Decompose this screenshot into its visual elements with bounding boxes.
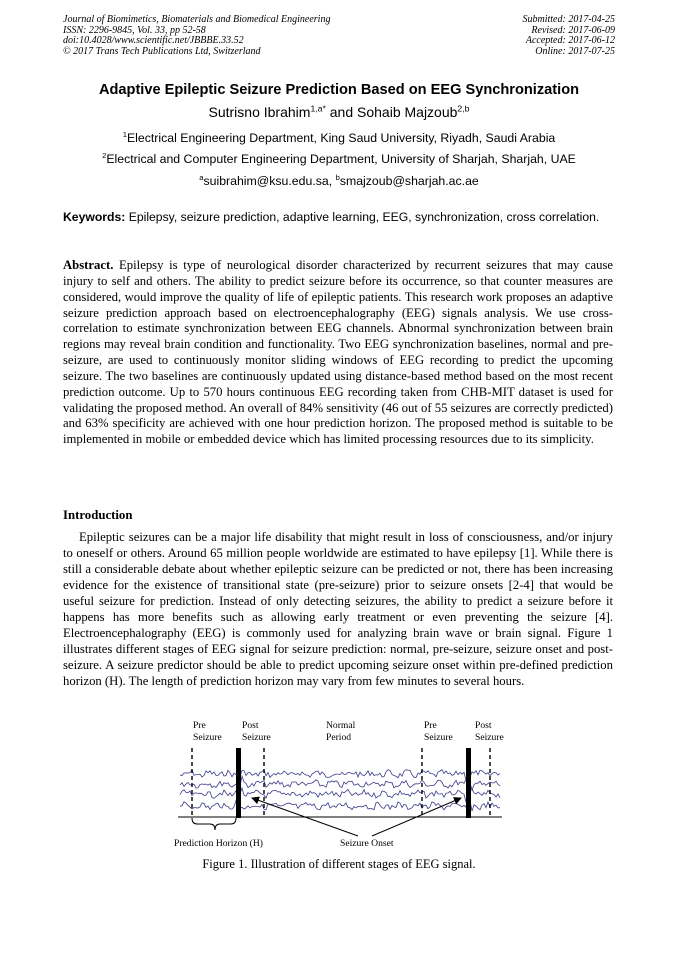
label-post-seizure-2-a: Post xyxy=(475,720,492,731)
email-b-mark: b xyxy=(335,172,340,182)
author-conjunction: and xyxy=(325,104,358,120)
eeg-channel-trace xyxy=(180,787,500,803)
online-date: Online: 2017-07-25 xyxy=(535,45,615,57)
affiliation-1-mark: 1 xyxy=(122,129,127,139)
email-a-mark: a xyxy=(199,172,204,182)
section-heading-introduction: Introduction xyxy=(63,508,133,522)
author-2-affil: 2,b xyxy=(457,103,470,114)
affiliation-2-mark: 2 xyxy=(102,150,107,160)
keywords-text: Epilepsy, seizure prediction, adaptive learning, EEG, synchronization, cross correlation. xyxy=(128,210,600,224)
author-line xyxy=(0,104,678,120)
label-pre-seizure-2-a: Pre xyxy=(424,720,437,731)
eeg-channel-trace xyxy=(180,798,500,811)
figure-caption: Figure 1. Illustration of different stages of EEG signal. xyxy=(202,857,476,871)
email-separator: , xyxy=(328,174,336,188)
revised-date: Revised: 2017-06-09 xyxy=(531,24,615,36)
label-post-seizure-2-b: Seizure xyxy=(475,732,504,743)
label-post-seizure-1-a: Post xyxy=(242,720,259,731)
abstract-block xyxy=(63,258,613,448)
email-b[interactable]: smajzoub@sharjah.ac.ae xyxy=(339,174,479,188)
seizure-onset-bar-1 xyxy=(236,748,241,818)
author-1-affil: 1,a* xyxy=(310,103,326,114)
submitted-date: Submitted: 2017-04-25 xyxy=(522,14,615,25)
seizure-onset-bar-2 xyxy=(466,748,471,818)
submission-dates xyxy=(523,15,616,57)
abstract-text: Epilepsy is type of neurological disorder characterized by recurrent seizures that may cause injury to self and others. The ability to predict seizure before its occurrence, so that counter measures are considered, would improve the quality of life of epileptic patients. This research work proposes an adaptive seizure prediction approach based on electroencephalography (EEG) signals analysis. We use cross-correlation to estimate synchronization between EEG channels. Abnormal synchronization between brain regions may reveal brain condition and functionality. Two EEG synchronization baselines, normal and pre-seizure, are used to continuously monitor sliding windows of EEG recording to predict the upcoming seizure. The two baselines are continuously updated using distance-based method based on the most recent prediction outcome. Up to 570 hours continuous EEG recording taken from CHB-MIT dataset is used for validating the proposed method. An overall of 84% sensitivity (46 out of 55 seizures are correctly predicted) and 63% specificity are achieved with one hour prediction horizon. The proposed method is suitable to be implemented in mobile or embedded device which has limited processing resources due to its simplicity. xyxy=(63,258,614,447)
label-post-seizure-1-b: Seizure xyxy=(242,732,271,743)
email-line xyxy=(0,174,678,188)
abstract-label: Abstract. xyxy=(63,258,114,272)
affiliation-2 xyxy=(0,152,678,166)
introduction-paragraph: Epileptic seizures can be a major life disability that might result in loss of consciousness, and/or injury to oneself or others. Around 65 million people worldwide are estimated to have epilepsy [1]. While there is still a considerable debate about whether epileptic seizure can be predicted or not, there has been increasing evidence for the existence of transitional state (pre-seizure) prior to seizure onsets [2-4] that would be useful seizure for prediction. Instead of only detecting seizures, the ability to predict a seizure before it happens has more benefits such as allowing early treatment or even preventing the seizure [4]. Electroencephalography (EEG) is commonly used for analyzing brain wave or brain signal. Figure 1 illustrates different stages of EEG signal for seizure prediction: normal, pre-seizure, seizure onset and post-seizure. A seizure predictor should be able to predict upcoming seizure onset within pre-defined prediction horizon (H). The length of prediction horizon may vary from few minutes to several hours. xyxy=(63,530,613,688)
eeg-traces xyxy=(180,770,500,812)
affiliation-1 xyxy=(0,131,678,145)
label-pre-seizure-1-a: Pre xyxy=(193,720,206,731)
copyright-line: © 2017 Trans Tech Publications Ltd, Switzerland xyxy=(63,45,261,57)
journal-name: Journal of Biomimetics, Biomaterials and Biomedical Engineering xyxy=(63,14,331,25)
affiliation-2-text: Electrical and Computer Engineering Department, University of Sharjah, Sharjah, UAE xyxy=(106,152,576,166)
label-pre-seizure-1-b: Seizure xyxy=(193,732,222,743)
label-seizure-onset: Seizure Onset xyxy=(340,838,394,849)
label-prediction-horizon: Prediction Horizon (H) xyxy=(174,838,263,849)
keywords-block xyxy=(63,209,613,225)
journal-info xyxy=(63,15,330,57)
eeg-channel-trace xyxy=(180,776,500,790)
eeg-stages-figure xyxy=(160,716,520,851)
issn-line: ISSN: 2296-9845, Vol. 33, pp 52-58 xyxy=(63,24,206,36)
keywords-label: Keywords: xyxy=(63,210,126,224)
paper-title: Adaptive Epileptic Seizure Prediction Based on EEG Synchronization xyxy=(98,82,580,98)
accepted-date: Accepted: 2017-06-12 xyxy=(525,35,615,47)
affiliation-1-text: Electrical Engineering Department, King Saud University, Riyadh, Saudi Arabia xyxy=(126,131,556,145)
eeg-channel-trace xyxy=(180,770,500,781)
author-2: Sohaib Majzoub xyxy=(357,104,458,120)
label-normal-a: Normal xyxy=(326,720,356,731)
label-normal-b: Period xyxy=(326,732,352,743)
label-pre-seizure-2-b: Seizure xyxy=(424,732,453,743)
author-1: Sutrisno Ibrahim xyxy=(208,104,311,120)
doi-line: doi:10.4028/www.scientific.net/JBBBE.33.52 xyxy=(63,35,244,47)
email-a[interactable]: suibrahim@ksu.edu.sa xyxy=(203,174,329,188)
prediction-horizon-brace xyxy=(192,818,236,830)
